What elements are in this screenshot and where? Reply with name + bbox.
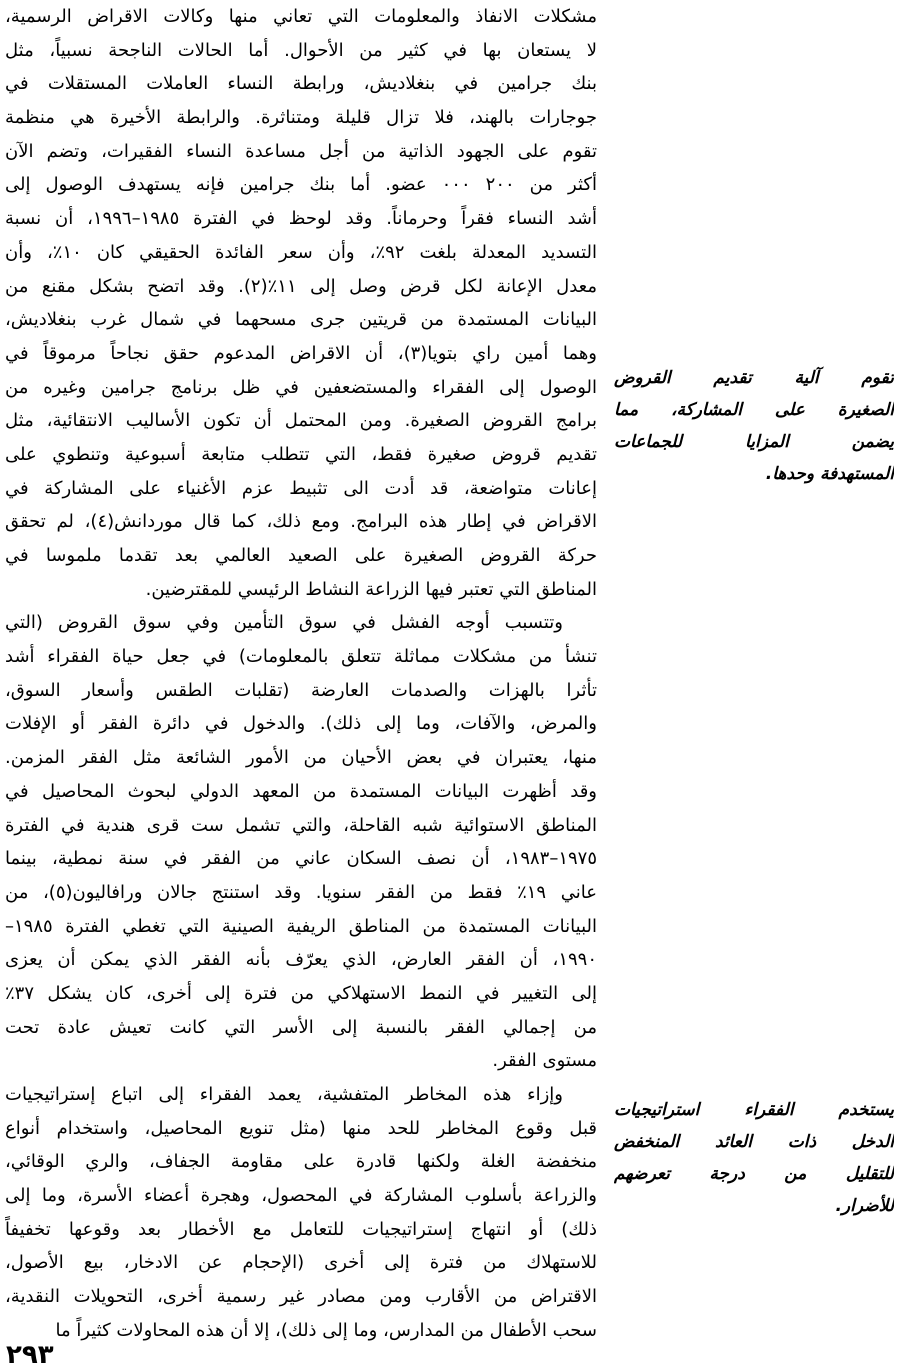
text-line: قبل وقوع المخاطر للحد منها (مثل تنويع المحاصيل، واستخدام أنواع: [5, 1117, 597, 1139]
text-line: وإزاء هذه المخاطر المتفشية، يعمد الفقراء إلى اتباع إستراتيجيات: [5, 1084, 563, 1105]
text-line: وهما أمين راي بتويا(٣)، أن الاقراض المدعوم حقق نجاحاً مرموقاً في: [5, 342, 597, 364]
sidenote-line: للتقليل من درجة تعرضهم: [614, 1164, 894, 1184]
text-line: تأثرا بالهزات والصدمات العارضة (تقلبات الطقس وأسعار السوق،: [5, 679, 597, 701]
sidenote-line: للأضرار.: [835, 1196, 894, 1216]
text-line: تقوم على الجهود الذاتية من أجل مساعدة النساء الفقيرات، وتضم الآن: [5, 140, 597, 162]
text-line: لا يستعان بها في كثير من الأحوال. أما الحالات الناجحة نسبياً، مثل: [5, 39, 597, 61]
sidenote-line: تقوم آلية تقديم القروض: [614, 368, 894, 388]
text-line: البيانات المستمدة من قريتين جرى مسحهما في شمال غرب بنغلاديش،: [5, 309, 597, 331]
sidenote-microcredit: [614, 362, 894, 490]
text-line: التسديد المعدلة بلغت ٩٢٪، وأن سعر الفائدة الحقيقي كان ١٠٪، وأن: [5, 241, 597, 263]
text-line: ذلك) أو انتهاج إستراتيجيات للتعامل مع الأخطار بعد وقوعها تخفيفاً: [5, 1218, 597, 1240]
sidenote-line: يضمن المزايا للجماعات: [614, 432, 894, 452]
text-line: تنشأ من مشكلات مماثلة تتعلق بالمعلومات) في جعل حياة الفقراء أشد: [5, 646, 597, 668]
text-line: جوجارات بالهند، فلا تزال قليلة ومتناثرة. والرابطة الأخيرة هي منظمة: [5, 107, 597, 129]
sidenote-line: الدخل ذات العائد المنخفض: [614, 1132, 894, 1152]
text-line: ١٩٧٥–١٩٨٣، أن نصف السكان عاني من الفقر في سنة نمطية، بينما: [5, 848, 597, 870]
text-line: ١٩٩٠، أن الفقر العارض، الذي يعرّف بأنه الفقر الذي يمكن أن يعزى: [5, 949, 597, 971]
text-line: عاني ١٩٪ فقط من الفقر سنويا. وقد استنتج جالان ورافاليون(٥)، من: [5, 881, 597, 903]
text-line: وتتسبب أوجه الفشل في سوق التأمين وفي سوق القروض (التي: [5, 612, 563, 634]
sidenote-line: يستخدم الفقراء استراتيجيات: [614, 1100, 894, 1120]
text-line: أكثر من ٢٠٠ ٠٠٠ عضو. أما بنك جرامين فإنه يستهدف الوصول إلى: [5, 174, 597, 196]
text-line: مستوى الفقر.: [492, 1050, 597, 1072]
text-line: والزراعة بأسلوب المشاركة في المحصول، وهجرة أعضاء الأسرة، وما إلى: [5, 1185, 597, 1207]
text-line: منها، يعتبران في بعض الأحيان من الأمور الشائعة مثل الفقر المزمن.: [5, 747, 597, 769]
text-line: معدل الإعانة لكل قرض وصل إلى ١١٪(٢). وقد اتضح بشكل مقنع من: [5, 275, 597, 297]
text-line: بنك جرامين في بنغلاديش، ورابطة النساء العاملات المستقلات في: [5, 73, 597, 95]
text-line: المناطق الاستوائية شبه القاحلة، والتي تشمل ست قرى هندية في الفترة: [5, 814, 597, 836]
text-line: من إجمالي الفقر بالنسبة إلى الأسر التي كانت تعيش عادة تحت: [5, 1016, 597, 1038]
sidenote-strategies: [614, 1094, 894, 1222]
text-line: الوصول إلى الفقراء والمستضعفين في ظل برنامج جرامين وغيره من: [5, 376, 597, 398]
text-line: حركة القروض الصغيرة على الصعيد العالمي بعد تقدما ملموسا في: [5, 545, 597, 566]
text-line: سحب الأطفال من المدارس، وما إلى ذلك)، إلا أن هذه المحاولات كثيراً ما: [55, 1319, 597, 1341]
text-line: للاستهلاك من فترة إلى أخرى (الإحجام عن الادخار، بيع الأصول،: [5, 1252, 597, 1274]
page-number: ٢٩٣: [6, 1340, 54, 1370]
text-line: إعانات متواضعة، قد أدت الى تثبيط عزم الأغنياء على المشاركة في: [5, 477, 597, 499]
sidenote-line: المستهدفة وحدها.: [765, 464, 894, 484]
text-line: الاقتراض من الأقارب ومن مصادر غير رسمية أخرى، التحويلات النقدية،: [5, 1286, 597, 1308]
text-line: وقد أظهرت البيانات المستمدة من المعهد الدولي لبحوث المحاصيل في: [5, 780, 597, 802]
text-line: برامج القروض الصغيرة. ومن المحتمل أن تكون الأساليب الانتقائية، مثل: [5, 410, 597, 432]
text-line: المناطق التي تعتبر فيها الزراعة النشاط الرئيسي للمقترضين.: [145, 578, 597, 600]
sidenote-line: الصغيرة على المشاركة، مما: [614, 400, 894, 420]
text-line: والمرض، والآفات، وما إلى ذلك). والدخول في دائرة الفقر أو الإفلات: [5, 713, 597, 735]
text-line: الاقراض في إطار هذه البرامج. ومع ذلك، كما قال موردانش(٤)، لم تحقق: [5, 511, 597, 533]
main-text-column: [5, 0, 597, 1348]
text-line: منخفضة الغلة ولكنها قادرة على مقاومة الجفاف، والري الوقائي،: [5, 1151, 597, 1173]
text-line: أشد النساء فقراً وحرماناً. وقد لوحظ في الفترة ١٩٨٥–١٩٩٦، أن نسبة: [5, 208, 597, 230]
text-line: إلى التغيير في النمط الاستهلاكي من فترة إلى أخرى، كان يشكل ٣٧٪: [5, 982, 597, 1004]
text-line: البيانات المستمدة من المناطق الريفية الصينية التي تغطي الفترة ١٩٨٥–: [5, 915, 597, 937]
text-line: مشكلات الانفاذ والمعلومات التي تعاني منها وكالات الاقراض الرسمية،: [5, 6, 597, 27]
text-line: تقديم قروض صغيرة فقط، التي تتطلب متابعة أسبوعية وتنطوي على: [5, 443, 597, 465]
